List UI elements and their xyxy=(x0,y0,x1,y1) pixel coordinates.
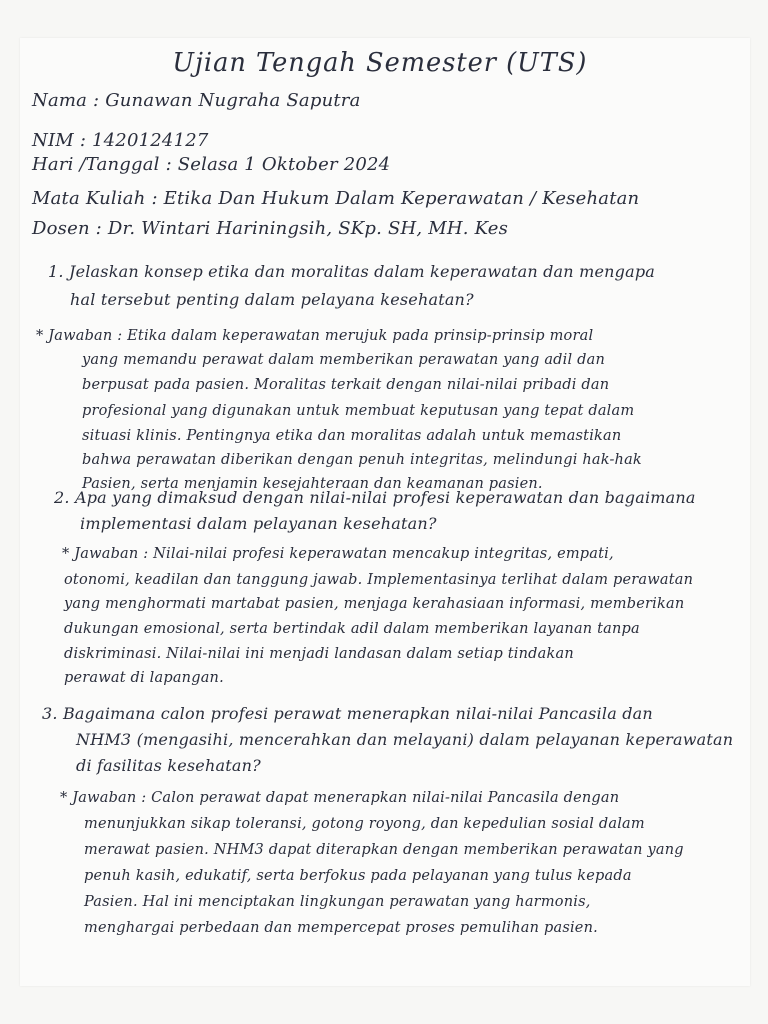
answer-3-line-1: * Jawaban : Calon perawat dapat menerapkan nilai-nilai Pancasila dengan xyxy=(60,790,620,806)
answer-2-line-3: yang menghormati martabat pasien, menjaga kerahasiaan informasi, memberikan xyxy=(64,596,685,612)
answer-1-line-2: yang memandu perawat dalam memberikan perawatan yang adil dan xyxy=(82,352,606,368)
student-name-line: Nama : Gunawan Nugraha Saputra xyxy=(32,90,361,111)
question-3-line-2: NHM3 (mengasihi, mencerahkan dan melayani) dalam pelayanan keperawatan xyxy=(76,730,734,749)
answer-1-line-7: Pasien, serta menjamin kesejahteraan dan keamanan pasien. xyxy=(82,476,543,492)
answer-1-line-5: situasi klinis. Pentingnya etika dan moralitas adalah untuk memastikan xyxy=(82,428,622,444)
answer-2-line-6: perawat di lapangan. xyxy=(64,670,224,686)
question-1-line-2: hal tersebut penting dalam pelayana kesehatan? xyxy=(70,290,474,309)
question-1-line-1: 1. Jelaskan konsep etika dan moralitas dalam keperawatan dan mengapa xyxy=(48,262,655,281)
answer-2-line-4: dukungan emosional, serta bertindak adil dalam memberikan layanan tanpa xyxy=(64,621,640,637)
course-line: Mata Kuliah : Etika Dan Hukum Dalam Keperawatan / Kesehatan xyxy=(32,188,640,209)
question-3-line-1: 3. Bagaimana calon profesi perawat menerapkan nilai-nilai Pancasila dan xyxy=(42,704,653,723)
student-id-line: NIM : 1420124127 xyxy=(32,130,209,151)
answer-1-line-6: bahwa perawatan diberikan dengan penuh integritas, melindungi hak-hak xyxy=(82,452,642,468)
answer-3-line-2: menunjukkan sikap toleransi, gotong royong, dan kepedulian sosial dalam xyxy=(84,816,645,832)
answer-3-line-3: merawat pasien. NHM3 dapat diterapkan dengan memberikan perawatan yang xyxy=(84,842,684,858)
answer-3-line-6: menghargai perbedaan dan mempercepat proses pemulihan pasien. xyxy=(84,920,598,936)
question-2-line-1: 2. Apa yang dimaksud dengan nilai-nilai profesi keperawatan dan bagaimana xyxy=(54,488,696,507)
lecturer-line: Dosen : Dr. Wintari Hariningsih, SKp. SH, MH. Kes xyxy=(32,218,509,239)
exam-title: Ujian Tengah Semester (UTS) xyxy=(172,48,588,78)
answer-2-line-2: otonomi, keadilan dan tanggung jawab. Implementasinya terlihat dalam perawatan xyxy=(64,572,694,588)
answer-1-line-3: berpusat pada pasien. Moralitas terkait dengan nilai-nilai pribadi dan xyxy=(82,377,610,393)
question-3-line-3: di fasilitas kesehatan? xyxy=(76,756,261,775)
answer-1-line-4: profesional yang digunakan untuk membuat keputusan yang tepat dalam xyxy=(82,403,635,419)
answer-3-line-5: Pasien. Hal ini menciptakan lingkungan perawatan yang harmonis, xyxy=(84,894,591,910)
answer-2-line-5: diskriminasi. Nilai-nilai ini menjadi landasan dalam setiap tindakan xyxy=(64,646,574,662)
date-line: Hari /Tanggal : Selasa 1 Oktober 2024 xyxy=(32,154,391,175)
answer-2-line-1: * Jawaban : Nilai-nilai profesi keperawatan mencakup integritas, empati, xyxy=(62,546,614,562)
answer-3-line-4: penuh kasih, edukatif, serta berfokus pada pelayanan yang tulus kepada xyxy=(84,868,632,884)
question-2-line-2: implementasi dalam pelayanan kesehatan? xyxy=(80,514,437,533)
answer-1-line-1: * Jawaban : Etika dalam keperawatan merujuk pada prinsip-prinsip moral xyxy=(36,328,594,344)
paper-sheet xyxy=(20,38,750,986)
